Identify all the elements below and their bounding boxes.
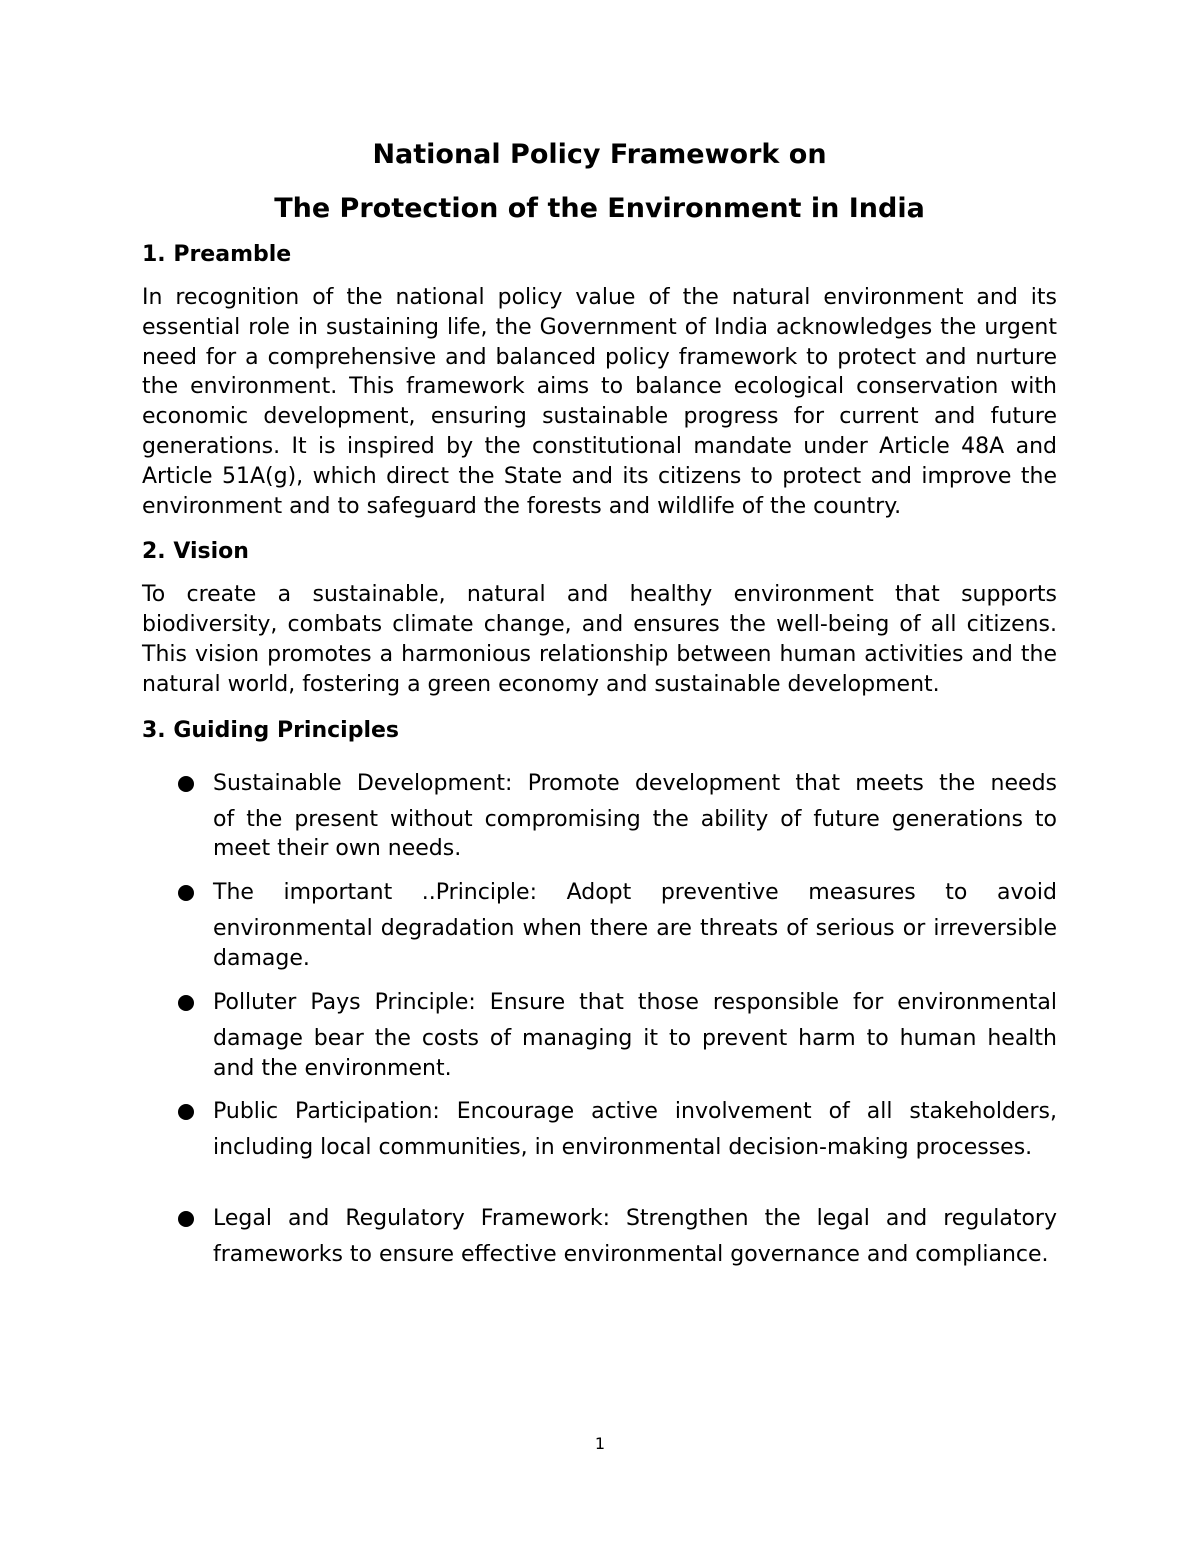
list-item (142, 877, 1057, 974)
list-item (142, 1203, 1057, 1270)
bullet-icon (178, 1211, 194, 1227)
list-item-first-line: The important ..Principle: Adopt preventive measures to avoid (213, 880, 1057, 906)
bullet-icon (178, 995, 194, 1011)
document-title-line-1: National Policy Framework on (372, 139, 827, 170)
list-item-text: frameworks to ensure effective environmental governance and compliance. (213, 1242, 1049, 1268)
list-item-text: environmental degradation when there are threats of serious or irreversible damage. (213, 916, 1057, 971)
list-item-first-line: Sustainable Development: Promote development that meets the needs (213, 770, 1057, 796)
preamble-heading: 1. Preamble (142, 242, 292, 267)
vision-paragraph: To create a sustainable, natural and healthy environment that supports biodiversity, combats climate change, and ensures the well-being of all citizens. This vision promotes a harmonious relationship between human activities and the natural world, fostering a green economy and sustainable development. (142, 582, 1057, 697)
page-number: 1 (594, 1434, 606, 1453)
list-item-first-line: Public Participation: Encourage active involvement of all stakeholders, (213, 1099, 1057, 1125)
document-title-line-2: The Protection of the Environment in India (274, 193, 925, 224)
bullet-icon (178, 885, 194, 901)
document-page (142, 136, 1057, 1283)
list-item-text: damage bear the costs of managing it to prevent harm to human health and the environment. (213, 1025, 1057, 1081)
guiding-principles-list (142, 768, 1057, 1270)
list-item-first-line: Legal and Regulatory Framework: Strengthen the legal and regulatory (213, 1206, 1057, 1232)
list-item-text: including local communities, in environmental decision-making processes. (213, 1135, 1033, 1161)
bullet-icon (178, 776, 194, 792)
vision-heading: 2. Vision (142, 539, 249, 565)
preamble-paragraph: In recognition of the national policy value of the natural environment and its essential role in sustaining life, the Government of India acknowledges the urgent need for a comprehensive and balanced policy framework to protect and nurture the environment. This framework aims to balance ecological conservation with economic development, ensuring sustainable progress for current and future generations. It is inspired by the constitutional mandate under Article 48A and Article 51A(g), which direct the State and its citizens to protect and improve the environment and to safeguard the forests and wildlife of the country. (142, 285, 1057, 519)
bullet-icon (178, 1104, 194, 1120)
list-item (142, 987, 1057, 1084)
guiding-principles-heading: 3. Guiding Principles (142, 717, 400, 743)
list-item (142, 768, 1057, 865)
list-item-first-line: Polluter Pays Principle: Ensure that those responsible for environmental (213, 989, 1057, 1015)
list-item (142, 1096, 1057, 1163)
list-item-text: of the present without compromising the ability of future generations to meet their own needs. (213, 806, 1057, 862)
